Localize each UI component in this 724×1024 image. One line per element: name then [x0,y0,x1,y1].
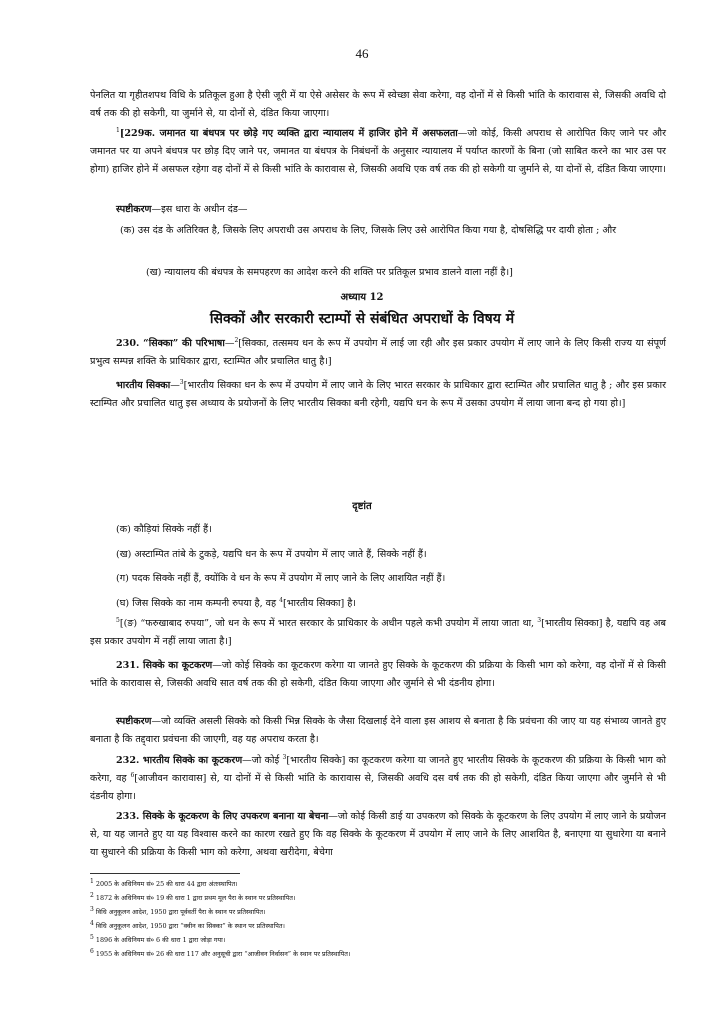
illustration-a: (क) कौड़ियां सिक्के नहीं हैं। [116,524,212,535]
explanation-text: —जो व्यक्ति असली सिक्के को किसी भिन्न सिक्के के जैसा दिखलाई देने वाला इस आशय से बनाता है कि प्रवंचना की जाए या यह संभाव्य जानते हुए बनाता है कि तद्द्वारा प्रवंचना की जाएगी, वह यह अपराध करता है। [90,716,666,745]
explanation-229a [90,201,666,219]
section-title: 233. सिक्के के कूटकरण के लिए उपकरण बनाना या बेचना [116,811,329,822]
footnote-ref: 5 [116,616,120,624]
footnote-3 [90,907,690,918]
section-text: [भारतीय सिक्के] का कूटकरण करेगा या जानते हुए भारतीय सिक्के के कूटकरण की प्रक्रिया के किसी भाग को करेगा, वह [90,755,667,784]
illustration-text: (घ) जिस सिक्के का नाम कम्पनी रुपया है, वह [116,598,280,609]
dash: — [224,338,235,349]
section-text: —जो कोई, किसी अपराध से आरोपित किए जाने पर और जमानत पर या अपने बंधपत्र पर छोड़ दिए जाने पर, जमानत या बंधपत्र के निबंधनों के अनुसार न्यायालय में पर्याप्त कारणों के बिना (जो साबित करने का भार उस पर होगा) हाजिर होने में असफल रहेगा वह दोनों में से किसी भांति के कारावास से, जिसकी अवधि एक वर्ष तक की हो सकेगी या जुर्माने से, या दोनों से, दंडित किया जाएगा। [90,128,666,175]
explanation-clause-b: (ख) न्यायालय की बंधपत्र के समपहरण का आदेश करने की शक्ति पर प्रतिकूल प्रभाव डालने वाला नहीं है।] [146,267,513,278]
illustration-tail: [भारतीय सिक्का] है, यद्यपि वह अब इस प्रकार उपयोग में नहीं लाया जाता है।] [90,618,666,647]
illustration-e [90,615,666,651]
definition-text: [भारतीय सिक्का धन के रूप में उपयोग में लाए जाने के लिए भारत सरकार के प्राधिकार द्वारा स्टाम्पित और प्रचालित धातु है ; और इस प्रकार स्टाम्पित और प्रचालित धातु इस अध्याय के प्रयोजनों के लिए भारतीय सिक्का बनी रहेगी, यद्यपि धन के रूप में उसका उपयोग में लाया जाना बन्द हो गया हो।] [90,380,666,409]
footnote-ref: 3 [282,753,287,761]
illustration-c: (ग) पदक सिक्के नहीं हैं, क्योंकि वे धन के रूप में उपयोग में लाए जाने के लिए आशयित नहीं हैं। [116,573,446,584]
footnote-number: 1 [90,877,94,885]
footnote-number: 5 [90,933,94,941]
section-231 [90,657,666,693]
indian-coin-definition [90,377,666,413]
footnote-text: विधि अनुकूलन आदेश, 1950 द्वारा पूर्ववर्ती पैरा के स्थान पर प्रतिस्थापित। [95,908,266,916]
footnote-text: 1955 के अधिनियम सं० 26 की धारा 117 और अनुसूची द्वारा “आजीवन निर्वासन” के स्थान पर प्रतिस्थापित। [95,950,351,958]
section-229a [90,125,666,179]
footnote-text: विधि अनुकूलन आदेश, 1950 द्वारा “क्वीन का सिक्का” के स्थान पर प्रतिस्थापित। [95,922,285,930]
section-title: 231. सिक्के का कूटकरण [116,660,213,671]
explanation-text: —इस धारा के अधीन दंड— [151,204,248,215]
explanation-231 [90,713,666,749]
footnote-text: 1896 के अधिनियम सं० 6 की धारा 1 द्वारा जोड़ा गया। [95,936,226,944]
paragraph-continuation: पेनलित या गृहीतशपथ विधि के प्रतिकूल हुआ है ऐसी जूरी में या ऐसे असेसर के रूप में स्वेच्छा सेवा करेगा, वह दोनों में से किसी भांति के कारावास से, जिसकी अवधि दो वर्ष तक की हो सकेगी, या जुर्माने से, या दोनों से, दंडित किया जाएगा। [90,90,666,119]
footnote-ref: 2 [234,336,239,344]
section-title: 232. भारतीय सिक्के का कूटकरण [116,755,243,766]
footnote-number: 4 [90,919,94,927]
footnote-number: 6 [90,947,94,955]
footnote-6 [90,949,690,960]
footnote-1 [90,879,690,890]
section-title: [229क. जमानत या बंधपत्र पर छोड़े गए व्यक्ति द्वारा न्यायालय में हाजिर होने में असफलता [119,128,458,139]
illustration-tail: [भारतीय सिक्का] है। [282,598,357,609]
section-text: —जो कोई सिक्के का कूटकरण करेगा या जानते हुए सिक्के के कूटकरण की प्रक्रिया के किसी भाग को करेगा, वह दोनों में से किसी भांति के कारावास से, जिसकी अवधि सात वर्ष तक की हो सकेगी, दंडित किया जाएगा और जुर्माने से भी दंडनीय होगा। [90,660,666,689]
footnote-ref: 1 [116,126,120,134]
footnote-5 [90,935,690,946]
illustration-b: (ख) अस्टाम्पित तांबे के टुकड़े, यद्यपि धन के रूप में उपयोग में लाए जाते हैं, सिक्के नहीं हैं। [116,549,427,560]
section-title: 230. “सिक्का” की परिभाषा [116,338,225,349]
footnote-text: 2005 के अधिनियम सं० 25 की धारा 44 द्वारा अंतःस्थापित। [95,880,238,888]
chapter-number: अध्याय 12 [340,292,384,303]
section-230 [90,335,666,371]
footnote-ref: 4 [279,596,283,604]
footnote-divider [90,873,240,874]
footnote-number: 2 [90,891,94,899]
illustration-d [116,595,666,613]
illustration-text: [(ङ) “फरुखाबाद रुपया”, जो धन के रूप में भारत सरकार के प्राधिकार के अधीन पहले कभी उपयोग में लाया जाता था, [119,618,535,629]
dash: — [170,380,180,391]
page-number: 46 [355,46,369,61]
explanation-clause-a: (क) उस दंड के अतिरिक्त है, जिसके लिए अपराधी उस अपराध के लिए, जिसके लिए उसे आरोपित किया गया है, दोषसिद्धि पर दायी होता ; और [120,225,617,236]
section-232 [90,752,666,806]
section-text: [सिक्का, तत्समय धन के रूप में उपयोग में लाई जा रही और इस प्रकार उपयोग में लाए जाने के लिए किसी राज्य या संपूर्ण प्रभुत्व सम्पन्न शक्ति के प्राधिकार द्वारा, स्टाम्पित और प्रचालित धातु है।] [90,338,666,367]
footnote-2 [90,893,690,904]
section-text: —जो कोई किसी डाई या उपकरण को सिक्के के कूटकरण के लिए उपयोग में लाए जाने के प्रयोजन से, या यह जानते हुए या यह विश्वास करने का कारण रखते हुए कि वह सिक्के के कूटकरण में उपयोग में लाए जाने के लिए आशयित है, बनाएगा या सुधारेगा या बनाने या सुधारने की प्रक्रिया के किसी भाग को करेगा, अथवा खरीदेगा, बेचेगा [90,811,666,858]
footnote-number: 3 [90,905,94,913]
explanation-label: स्पष्टीकरण [116,716,152,727]
illustrations-heading: दृष्टांत [352,501,372,512]
definition-label: भारतीय सिक्का [116,380,171,391]
footnote-ref: 3 [179,378,184,386]
explanation-label: स्पष्टीकरण [116,204,152,215]
footnote-ref: 6 [130,771,135,779]
section-text: [आजीवन कारावास] से, या दोनों में से किसी भांति के कारावास से, जिसकी अवधि दस वर्ष तक की हो सकेगी, दंडित किया जाएगा और जुर्माने से भी दंडनीय होगा। [90,773,666,802]
chapter-title: सिक्कों और सरकारी स्टाम्पों से संबंधित अपराधों के विषय में [209,311,515,327]
section-text: —जो कोई [242,755,283,766]
footnote-ref: 3 [537,616,542,624]
section-233 [90,808,666,862]
footnote-text: 1872 के अधिनियम सं० 19 की धारा 1 द्वारा प्रथम मूल पैरा के स्थान पर प्रतिस्थापित। [95,894,296,902]
footnote-4 [90,921,690,932]
